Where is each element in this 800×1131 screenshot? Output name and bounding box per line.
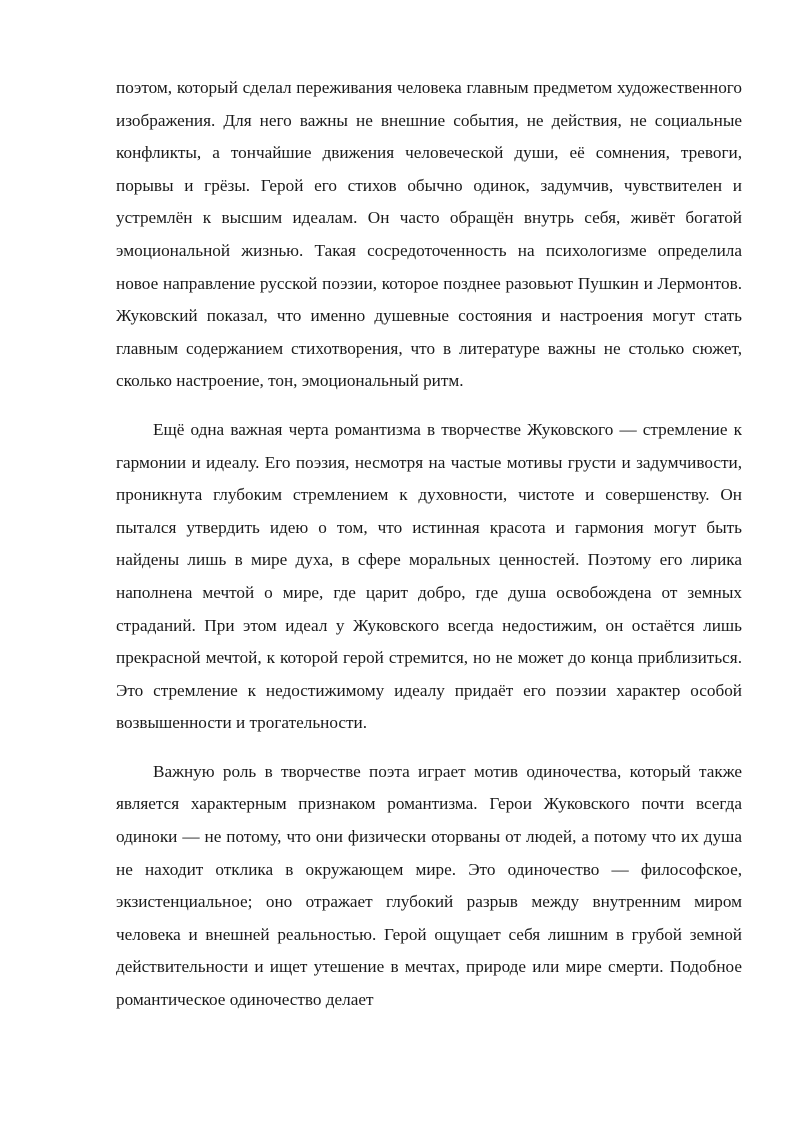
paragraph-continuation: поэтом, который сделал переживания человека главным предметом художественного изображения. Для него важны не внешние события, не действия, не социальные конфликты, а тончайшие движения человеческой души, её сомнения, тревоги, порывы и грёзы. Герой его стихов обычно одинок, задумчив, чувствителен и устремлён к высшим идеалам. Он часто обращён внутрь себя, живёт богатой эмоциональной жизнью. Такая сосредоточенность на психологизме определила новое направление русской поэзии, которое позднее разовьют Пушкин и Лермонтов. Жуковский показал, что именно душевные состояния и настроения могут стать главным содержанием стихотворения, что в литературе важны не столько сюжет, сколько настроение, тон, эмоциональный ритм. xyxy=(116,78,742,391)
paragraph-harmony-ideal: Ещё одна важная черта романтизма в творчестве Жуковского — стремление к гармонии и идеалу. Его поэзия, несмотря на частые мотивы грусти и задумчивости, проникнута глубоким стремлением к духовности, чистоте и совершенству. Он пытался утвердить идею о том, что истинная красота и гармония могут быть найдены лишь в мире духа, в сфере моральных ценностей. Поэтому его лирика наполнена мечтой о мире, где царит добро, где душа освобождена от земных страданий. При этом идеал у Жуковского всегда недостижим, он остаётся лишь прекрасной мечтой, к которой герой стремится, но не может до конца приблизиться. Это стремление к недостижимому идеалу придаёт его поэзии характер особой возвышенности и трогательности. xyxy=(116,419,742,733)
paragraph-loneliness: Важную роль в творчестве поэта играет мотив одиночества, который также является характерным признаком романтизма. Герои Жуковского почти всегда одиноки — не потому, что они физически оторваны от людей, а потому что их душа не находит отклика в окружающем мире. Это одиночество — философское, экзистенциальное; оно отражает глубокий разрыв между внутренним миром человека и внешней реальностью. Герой ощущает себя лишним в грубой земной действительности и ищет утешение в мечтах, природе или мире смерти. Подобное романтическое одиночество делает xyxy=(116,761,742,1010)
